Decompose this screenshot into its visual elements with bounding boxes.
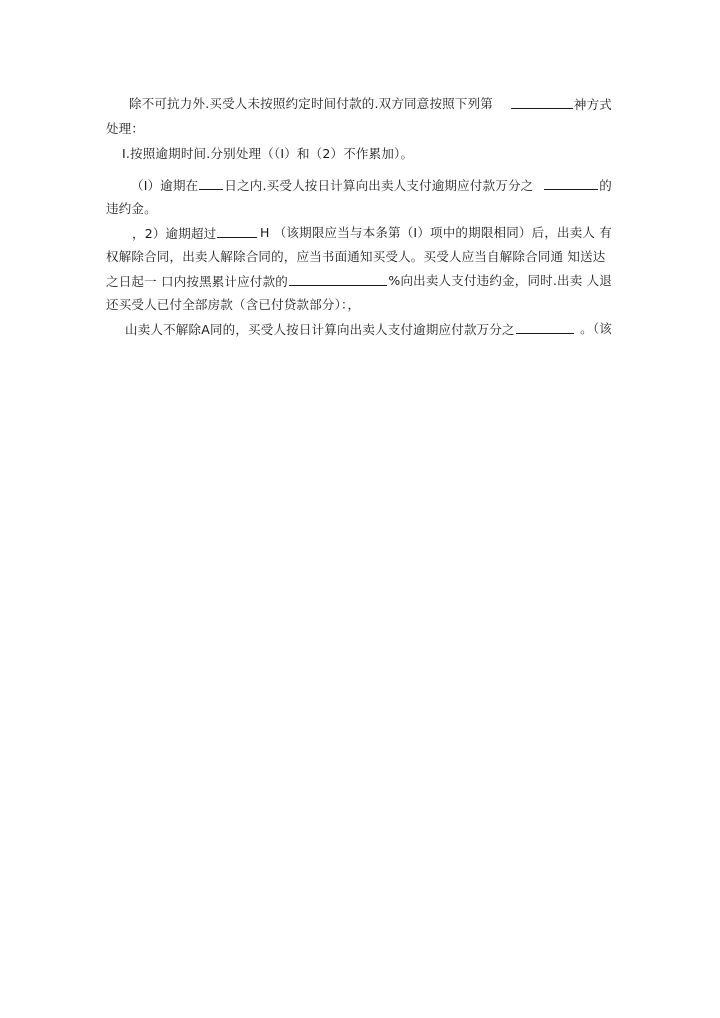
paragraph-4-line-4 bbox=[106, 297, 360, 313]
blank-penalty-rate-2 bbox=[516, 321, 574, 334]
paragraph-1-line-2 bbox=[106, 121, 144, 137]
paragraph-1-line-1 bbox=[129, 96, 612, 113]
paragraph-4-head bbox=[132, 225, 258, 242]
blank-method-choice bbox=[511, 96, 573, 109]
blank-overdue-days bbox=[199, 177, 223, 190]
paragraph-4-line-3-head bbox=[106, 273, 388, 290]
paragraph-2-text: I.按照逾期时间.分别处理（（I）和（2）不作累加）。 bbox=[122, 146, 414, 161]
paragraph-3-line-2 bbox=[106, 201, 157, 217]
paragraph-4-line-3-pre: 之日起一 口内按黑累计应付款的 bbox=[106, 274, 288, 289]
paragraph-1-post: 神方式 bbox=[573, 97, 612, 112]
paragraph-1-text: 除不可抗力外.买受人未按照约定时间付款的.双方同意按照下列第 bbox=[129, 96, 493, 111]
blank-penalty-rate-1 bbox=[544, 177, 598, 190]
paragraph-4-pre: ，2）逾期超过 bbox=[132, 226, 217, 241]
blank-overdue-limit bbox=[217, 225, 257, 238]
paragraph-3-tail bbox=[543, 177, 612, 194]
paragraph-3-post: 的 bbox=[599, 178, 612, 193]
paragraph-3-pre: （I）逾期在 bbox=[131, 178, 199, 193]
paragraph-4-line-2 bbox=[106, 249, 612, 265]
paragraph-5-post: 。（该 bbox=[580, 321, 612, 336]
paragraph-4-line-3 bbox=[106, 273, 612, 290]
paragraph-4-line-1 bbox=[132, 225, 612, 242]
paragraph-3-head bbox=[131, 177, 533, 194]
paragraph-5-head bbox=[125, 321, 575, 338]
paragraph-3-continuation: 违约金。 bbox=[106, 201, 157, 216]
paragraph-4-line-4-text: 还买受人已付全部房款（含已付贷款部分）：， bbox=[106, 297, 361, 312]
paragraph-1-continuation: 处理： bbox=[106, 121, 145, 136]
paragraph-4-line-2-text: 权解除合同，出卖人解除合同的，应当书面通知买受人。买受人应当自解除合同通 知送达 bbox=[106, 249, 606, 264]
paragraph-3-mid: 日之内.买受人按日计算向出卖人支付逾期应付款万分之 bbox=[224, 178, 534, 193]
paragraph-1-tail bbox=[510, 96, 612, 113]
paragraph-3-line-1 bbox=[131, 177, 612, 194]
paragraph-4-line-3-post: %向出卖人支付违约金，同时.出卖 人退 bbox=[388, 273, 612, 288]
paragraph-4-post: H （该期限应当与本条第（I）项中的期限相同）后，出卖人 有 bbox=[259, 225, 612, 240]
paragraph-5-line-1 bbox=[125, 321, 612, 338]
paragraph-2 bbox=[122, 146, 413, 162]
blank-penalty-percent bbox=[289, 273, 387, 286]
paragraph-5-pre: 山卖人不解除A同的，买受人按日计算向出卖人支付逾期应付款万分之 bbox=[125, 322, 515, 337]
